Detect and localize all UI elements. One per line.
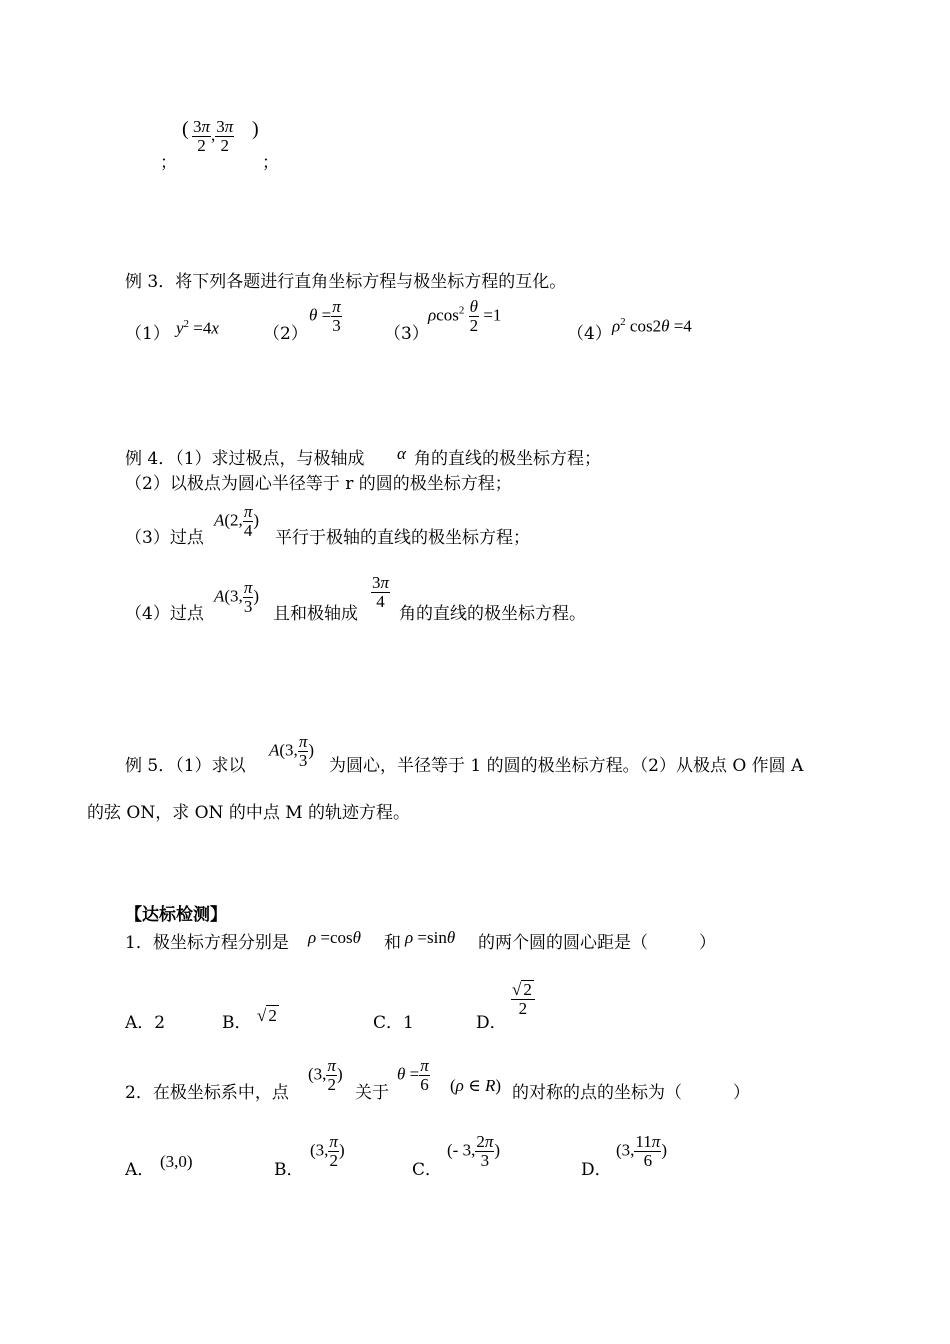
ex4-line2: （2）以极点为圆心半径等于 r 的圆的极坐标方程； — [125, 474, 512, 494]
q2-text-a: 2．在极坐标系中，点 — [125, 1083, 289, 1103]
math-rho-sin: ρ =sinθ — [405, 928, 456, 947]
ex5-line1a: 例 5．（1）求以 — [125, 756, 246, 776]
ex5-line1b: 为圆心，半径等于 1 的圆的极坐标方程。（2）从极点 O 作圆 A — [329, 756, 804, 776]
ex4-line4b: 且和极轴成 — [273, 604, 358, 624]
math-rho-cos: ρ =cosθ — [308, 928, 362, 947]
math-opt-3-pi2: (3, $\frac{\pi}{2}$ ) — [310, 1132, 345, 1170]
ex4-line3b: 平行于极轴的直线的极坐标方程； — [275, 528, 530, 548]
q1-option-c: C．1 — [373, 1013, 414, 1033]
q2-option-a: A． — [125, 1160, 155, 1180]
math-3-11pi6: (3, $\frac{11\pi}{6}$ ) — [616, 1132, 667, 1170]
ex3-label-2: （2） — [263, 324, 308, 344]
math-rho2-cos2theta: $\rho^2$ cos2θ =4 — [612, 316, 692, 336]
math-3-pi2: (3, $\frac{\pi}{2}$ ) — [308, 1056, 343, 1094]
math-y2-4x: $y^2 =4x$ — [176, 318, 219, 338]
semicolon: ； — [262, 153, 279, 173]
math-neg3-2pi3: (- 3, $\frac{2\pi}{3}$ ) — [447, 1132, 501, 1170]
math-3-0: (3,0) — [160, 1152, 193, 1171]
math-A-2-pi4: A(2, $\frac{\pi}{4}$ ) — [214, 502, 260, 540]
q1-text-c: 的两个圆的圆心距是（ ） — [478, 933, 716, 953]
math-rho-in-R: (ρ ∈ R) — [450, 1076, 501, 1095]
math-point-3pi2: $\frac{3\pi}{2}$ , $\frac{3\pi}{2}$ — [193, 117, 234, 155]
math-rho-cos2: ρcos$^2$ $\frac{\theta}{2}$ =1 — [428, 297, 502, 335]
ex3-label-4: （4） — [567, 324, 612, 344]
q1-text-a: 1．极坐标方程分别是 — [125, 933, 289, 953]
ex4-line4a: （4）过点 — [125, 604, 204, 624]
semicolon: ； — [160, 153, 177, 173]
check-heading: 【达标检测】 — [125, 905, 227, 925]
ex4-line1b: 角的直线的极坐标方程； — [414, 449, 601, 469]
ex3-label-1: （1） — [125, 324, 170, 344]
q1-option-a: A．2 — [125, 1013, 166, 1033]
math-3pi4: $\frac{3\pi}{4}$ — [372, 573, 390, 611]
math-theta-pi6: θ = $\frac{\pi}{6}$ — [397, 1056, 429, 1094]
q1-option-d: D． — [476, 1013, 507, 1033]
q2-option-b: B． — [274, 1160, 304, 1180]
math-paren-close: ) — [252, 118, 259, 140]
q2-text-c: 的对称的点的坐标为（ ） — [512, 1083, 750, 1103]
q1-option-b: B． — [222, 1013, 252, 1033]
math-sqrt2-over-2: √ 2 2 — [511, 980, 535, 1018]
q1-text-b: 和 — [384, 933, 401, 953]
ex4-line4c: 角的直线的极坐标方程。 — [399, 604, 586, 624]
math-theta-pi3: θ = $\frac{\pi}{3}$ — [309, 297, 341, 335]
math-alpha: α — [397, 444, 406, 463]
math-sqrt2: √ 2 — [257, 1006, 277, 1025]
ex5-line2: 的弦 ON，求 ON 的中点 M 的轨迹方程。 — [87, 803, 411, 823]
math-A-3-pi3: A(3, $\frac{\pi}{3}$ ) — [214, 578, 260, 616]
ex4-line1a: 例 4．（1）求过极点，与极轴成 — [125, 449, 365, 469]
ex3-label-3: （3） — [384, 324, 429, 344]
math-paren-open: ( — [182, 118, 189, 140]
ex3-title: 例 3．将下列各题进行直角坐标方程与极坐标方程的互化。 — [125, 272, 567, 292]
math-A-3-pi3-ex5: A(3, $\frac{\pi}{3}$ ) — [269, 732, 315, 770]
q2-option-c: C． — [412, 1160, 443, 1180]
q2-text-b: 关于 — [355, 1083, 389, 1103]
ex4-line3a: （3）过点 — [125, 528, 204, 548]
q2-option-d: D． — [581, 1160, 612, 1180]
